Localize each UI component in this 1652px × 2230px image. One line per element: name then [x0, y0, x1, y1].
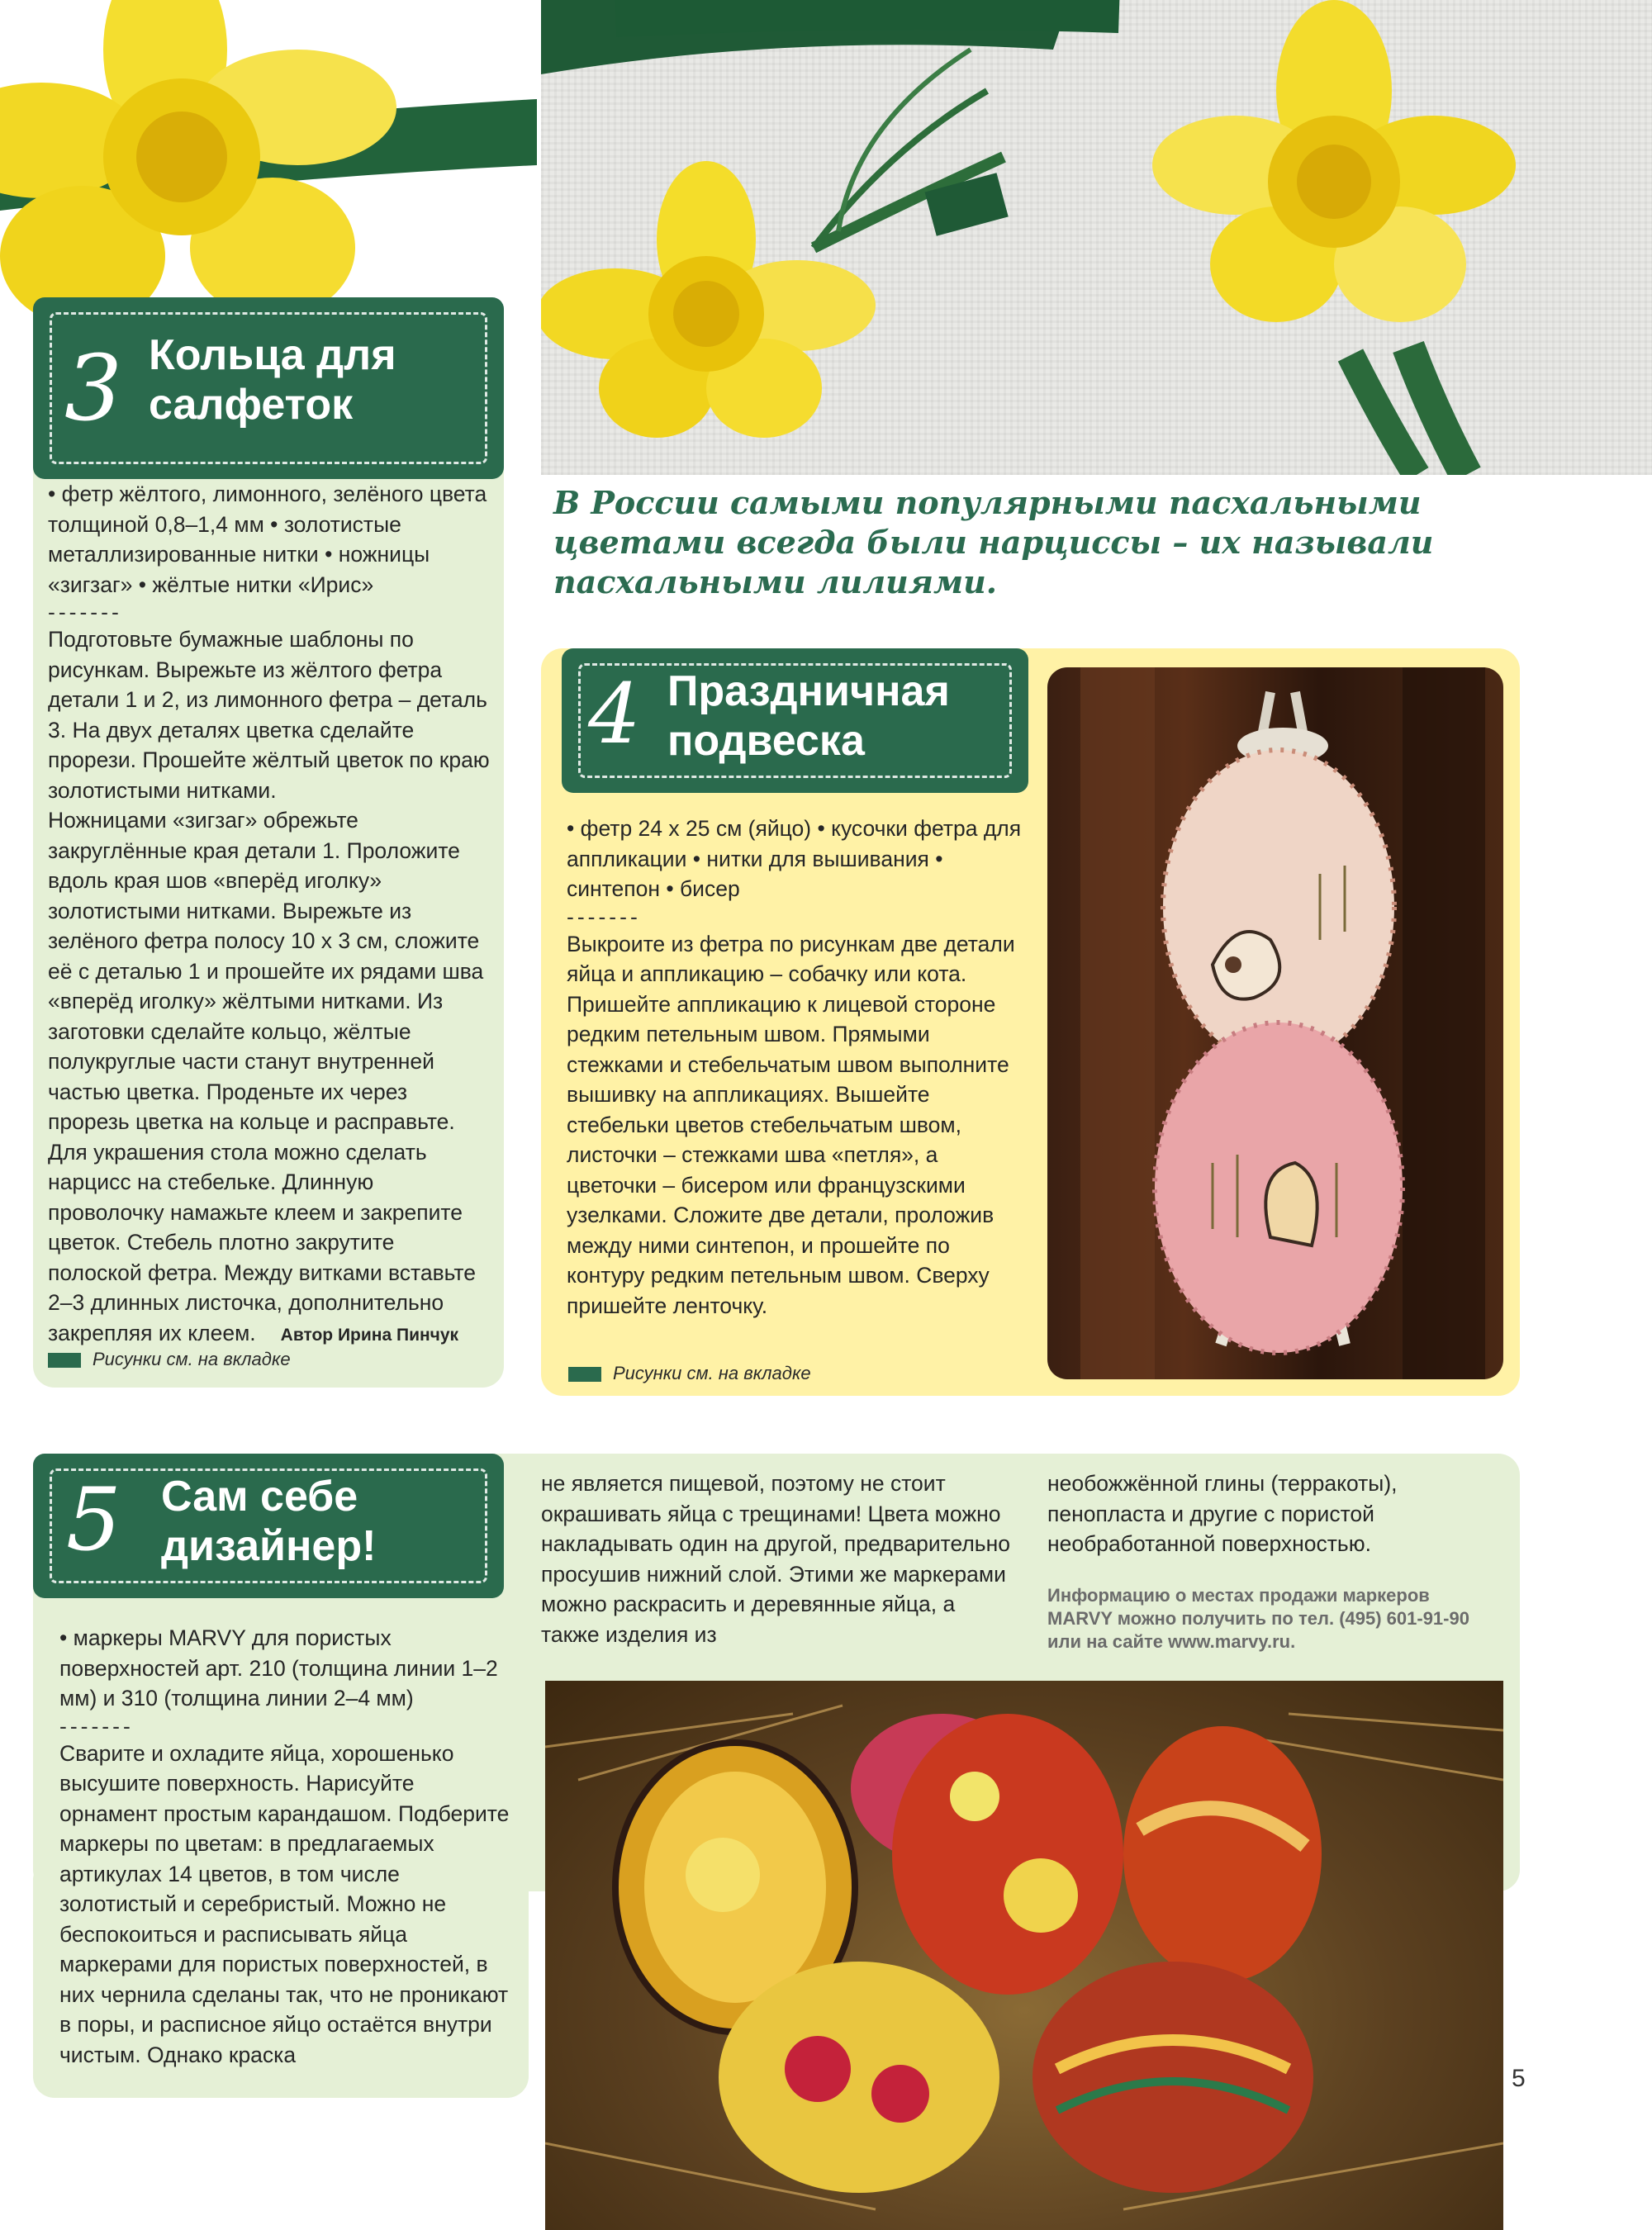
section-3-paragraph-2: Ножницами «зигзаг» обрежьте закруглённые края детали 1. Проложите вдоль края шов «вперёд иголку» золотистыми нитками. Вырежьте из зелёного фетра полосу 10 х 3 см, сложите её с деталью 1 и прошейте их рядами шва «вперёд иголку» жёлтыми нитками. Из заготовки сделайте кольцо, жёлтые полукруглые части станут внутренней частью цветка. Проденьте их через прорезь цветка на кольце и расправьте.: [48, 808, 484, 1134]
painted-eggs-photo: [545, 1681, 1503, 2230]
section-3-body: [48, 479, 494, 1350]
section-5-materials: • маркеры MARVY для пористых поверхностей арт. 210 (толщина линии 1–2 мм) и 310 (толщина линии 2–4 мм): [59, 1625, 498, 1710]
photo-caption: В России самыми популярными пасхальными цветами всегда были нарциссы – их называли пасхальными лилиями.: [553, 484, 1434, 600]
section-4-body: [567, 814, 1025, 1321]
page-number: 5: [1512, 2065, 1526, 2092]
section-3-separator: -------: [48, 600, 122, 624]
section-3-note-text: Рисунки см. на вкладке: [93, 1349, 291, 1369]
note-marker: [568, 1367, 601, 1382]
section-4-note: [568, 1363, 811, 1384]
section-5-number: 5: [66, 1469, 121, 1570]
section-5-title-line2: дизайнер!: [161, 1522, 377, 1570]
section-5-column-2: [541, 1468, 1016, 1649]
section-5-paragraph-col2: не является пищевой, поэтому не стоит окрашивать яйца с трещинами! Цвета можно накладывать один на другой, предварительно просушив нижний слой. Этими же маркерами можно раскрасить и деревянные яйца, а также изделия из: [541, 1471, 1010, 1647]
section-4-number: 4: [588, 666, 641, 762]
section-3-paragraph-3-wrap: [48, 1137, 494, 1351]
section-5-paragraph-col1: Сварите и охладите яйца, хорошенько высушите поверхность. Нарисуйте орнамент простым карандашом. Подберите маркеры по цветам: в предлагаемых артикулах 14 цветов, в том числе золотистый и серебристый. Можно не беспокоиться и расписывать яйца маркерами для пористых поверхностей, в них чернила сделаны так, что не проникают в поры, и расписное яйцо остаётся внутри чистым. Однако краска: [59, 1740, 510, 2067]
section-4-title-tab: [562, 648, 1028, 793]
section-3-title-line1: Кольца для: [149, 331, 396, 379]
section-3-title-line2: салфеток: [149, 381, 354, 429]
section-3-author: Автор Ирина Пинчук: [280, 1325, 459, 1345]
section-4-materials: • фетр 24 х 25 см (яйцо) • кусочки фетра для аппликации • нитки для вышивания • синтепон • бисер: [567, 816, 1022, 901]
note-marker: [48, 1353, 81, 1368]
section-5-info: Информацию о местах продажи маркеров MARVY можно получить по тел. (495) 601-91-90 или на сайте www.marvy.ru.: [1047, 1585, 1469, 1652]
section-3-paragraph-1: Подготовьте бумажные шаблоны по рисункам. Вырежьте из жёлтого фетра детали 1 и 2, из лимонного фетра – деталь 3. На двух деталях цветка сделайте прорези. Прошейте жёлтый цветок по краю золотистыми нитками.: [48, 627, 490, 803]
section-4-title-line1: Праздничная: [667, 667, 950, 715]
section-4-title-line2: подвеска: [667, 717, 865, 765]
section-3-title-tab: [33, 297, 504, 479]
section-3-paragraph-3: Для украшения стола можно сделать нарцисс на стебельке. Длинную проволочку намажьте клеем и закрепите цветок. Стебель плотно закрутите полоской фетра. Между витками вставьте 2–3 длинных листочка, дополнительно закрепляя их клеем.: [48, 1139, 476, 1345]
section-3-materials: • фетр жёлтого, лимонного, зелёного цвета толщиной 0,8–1,4 мм • золотистые металлизированные нитки • ножницы «зигзаг» • жёлтые нитки «Ирис»: [48, 482, 487, 597]
section-5-paragraph-col3: необожжённой глины (терракоты), пенопласта и другие с пористой необработанной поверхностью.: [1047, 1471, 1398, 1556]
section-3-number: 3: [64, 335, 122, 441]
section-5-separator: -------: [59, 1713, 134, 1739]
daffodil-photo: [541, 0, 1652, 475]
section-4-separator: -------: [567, 904, 641, 929]
section-3-note: [48, 1349, 291, 1370]
section-5-column-1: [59, 1623, 510, 2070]
section-4-paragraph: Выкроите из фетра по рисункам две детали яйца и аппликацию – собачку или кота. Пришейте аппликацию к лицевой стороне редким петельным швом. Прямыми стежками и стебельчатым швом выполните вышивку на аппликациях. Вышейте стебельки цветов стебельчатым швом, листочки – стежками шва «петля», а цветочки – бисером или французскими узелками. Сложите две детали, проложив между ними синтепон, и прошейте по контуру редким петельным швом. Сверху пришейте ленточку.: [567, 931, 1015, 1318]
section-4-note-text: Рисунки см. на вкладке: [613, 1363, 811, 1383]
section-5-column-3: [1047, 1468, 1498, 1559]
section-5-title-line1: Сам себе: [161, 1473, 358, 1521]
section-5-title-tab: [33, 1454, 504, 1598]
felt-egg-hanger-photo: [1047, 667, 1503, 1379]
